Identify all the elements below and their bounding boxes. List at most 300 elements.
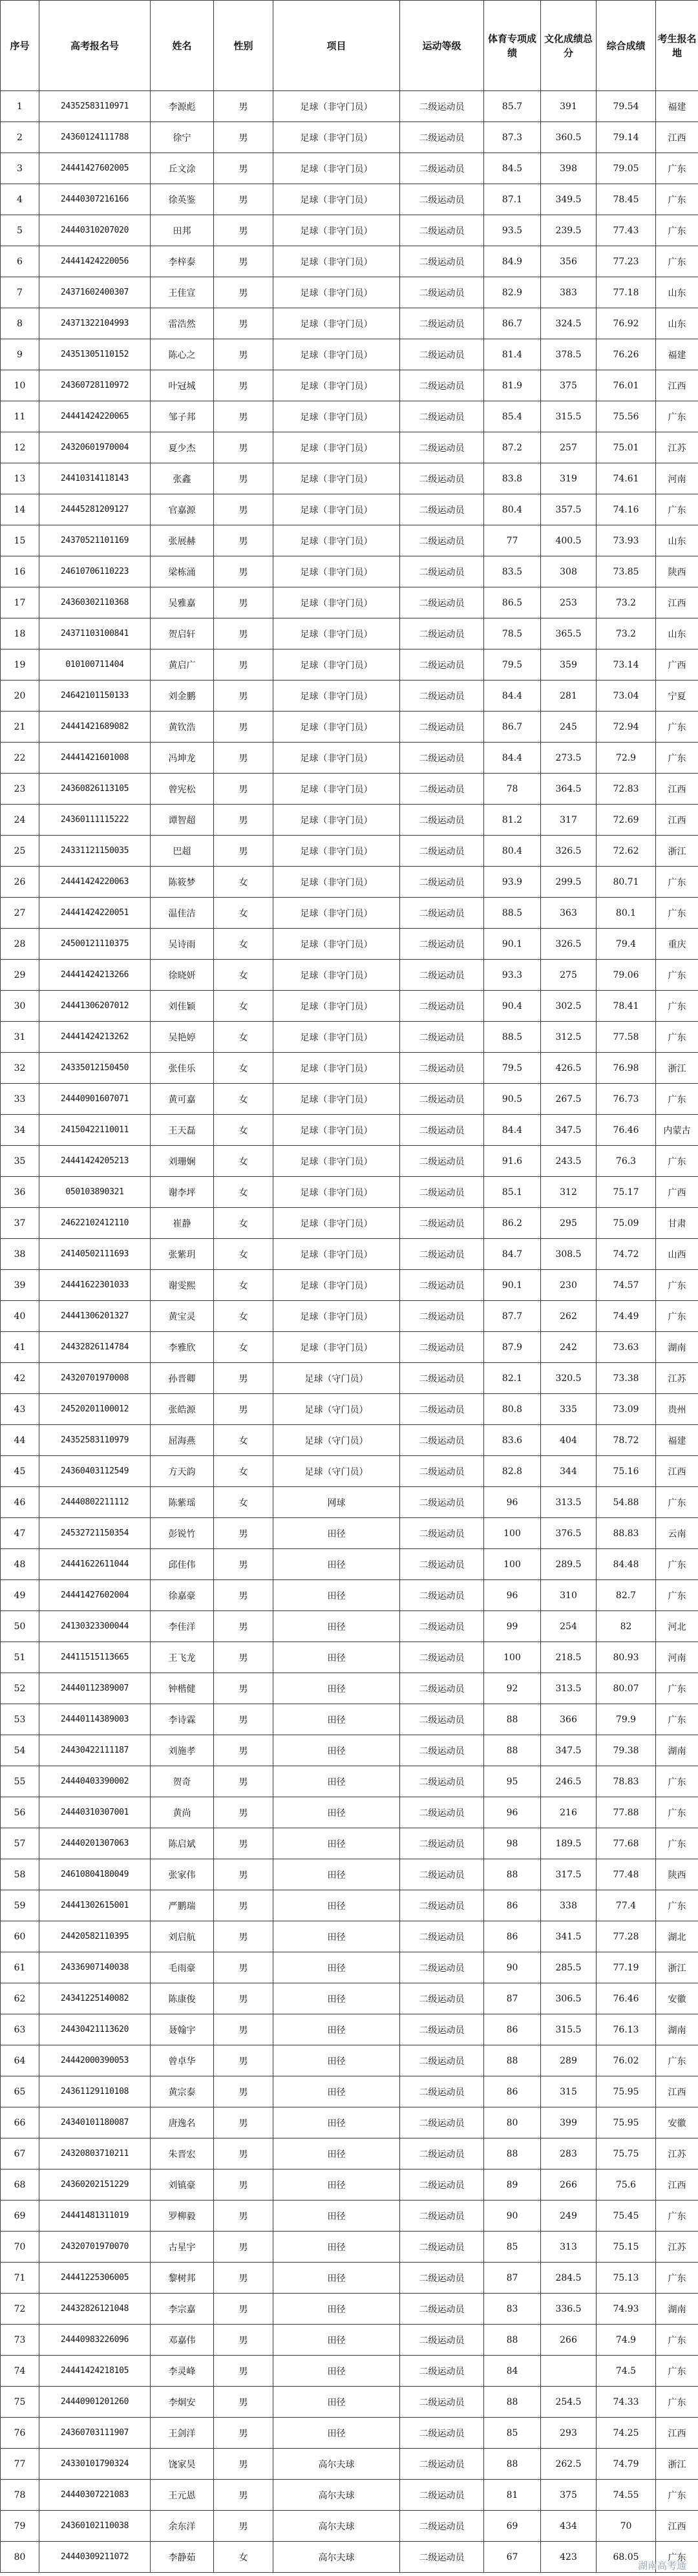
cell-exam-number: 24331121150035 xyxy=(39,836,151,867)
cell-athlete-level: 二级运动员 xyxy=(400,1456,484,1487)
cell-name: 陈紫瑶 xyxy=(151,1487,214,1518)
cell-sport-score: 84.7 xyxy=(484,1239,541,1270)
cell-sport: 田径 xyxy=(273,1797,400,1828)
table-row xyxy=(1,2387,698,2418)
cell-athlete-level: 二级运动员 xyxy=(400,2356,484,2387)
cell-name: 罗柳毅 xyxy=(151,2201,214,2232)
cell-serial: 7 xyxy=(1,277,39,308)
cell-name: 徐英鉴 xyxy=(151,184,214,215)
cell-serial: 46 xyxy=(1,1487,39,1518)
cell-name: 黄可嘉 xyxy=(151,1084,214,1115)
cell-athlete-level: 二级运动员 xyxy=(400,681,484,712)
cell-region: 内蒙古 xyxy=(656,1115,698,1146)
cell-sport-score: 88.5 xyxy=(484,1022,541,1053)
cell-sport-score: 98 xyxy=(484,1828,541,1859)
cell-sport-score: 77 xyxy=(484,525,541,556)
cell-gender: 男 xyxy=(214,370,273,401)
cell-name: 吴诗雨 xyxy=(151,929,214,960)
cell-athlete-level: 二级运动员 xyxy=(400,1053,484,1084)
cell-culture-score: 230 xyxy=(541,1270,597,1301)
cell-sport-score: 86 xyxy=(484,2076,541,2107)
watermark: 湖南高考通 xyxy=(637,2560,686,2571)
cell-athlete-level: 二级运动员 xyxy=(400,2232,484,2263)
cell-composite-score: 75.6 xyxy=(597,2170,656,2201)
cell-culture-score: 324.5 xyxy=(541,308,597,339)
cell-culture-score: 326.5 xyxy=(541,836,597,867)
cell-sport: 足球（非守门员） xyxy=(273,774,400,805)
cell-sport-score: 87 xyxy=(484,1983,541,2014)
cell-region: 江西 xyxy=(656,587,698,618)
cell-composite-score: 84.48 xyxy=(597,1549,656,1580)
cell-exam-number: 24441424205213 xyxy=(39,1146,151,1177)
cell-sport: 田径 xyxy=(273,1642,400,1673)
cell-serial: 28 xyxy=(1,929,39,960)
table-row xyxy=(1,401,698,432)
cell-exam-number: 24360826113105 xyxy=(39,774,151,805)
cell-serial: 60 xyxy=(1,1921,39,1952)
cell-composite-score: 80.93 xyxy=(597,1642,656,1673)
cell-athlete-level: 二级运动员 xyxy=(400,1208,484,1239)
cell-sport: 高尔夫球 xyxy=(273,2480,400,2511)
cell-culture-score: 375 xyxy=(541,2480,597,2511)
cell-exam-number: 24441302615001 xyxy=(39,1890,151,1921)
cell-name: 邓嘉伟 xyxy=(151,2325,214,2356)
cell-gender: 女 xyxy=(214,867,273,898)
cell-sport: 足球（非守门员） xyxy=(273,153,400,184)
cell-name: 李诗霖 xyxy=(151,1704,214,1735)
cell-composite-score: 75.56 xyxy=(597,401,656,432)
cell-culture-score: 313.5 xyxy=(541,1487,597,1518)
cell-gender: 男 xyxy=(214,2418,273,2449)
cell-culture-score: 399 xyxy=(541,2107,597,2138)
cell-athlete-level: 二级运动员 xyxy=(400,1332,484,1363)
cell-sport-score: 90 xyxy=(484,2201,541,2232)
cell-sport: 足球（守门员） xyxy=(273,1394,400,1425)
cell-sport: 足球（非守门员） xyxy=(273,1239,400,1270)
cell-exam-number: 24432826121048 xyxy=(39,2294,151,2325)
cell-culture-score: 249 xyxy=(541,2201,597,2232)
cell-name: 李宗嘉 xyxy=(151,2294,214,2325)
cell-sport: 网球 xyxy=(273,1487,400,1518)
cell-exam-number: 24371322104993 xyxy=(39,308,151,339)
cell-sport: 足球（守门员） xyxy=(273,1363,400,1394)
cell-exam-number: 24440901607071 xyxy=(39,1084,151,1115)
cell-region: 广东 xyxy=(656,1549,698,1580)
cell-culture-score: 189.5 xyxy=(541,1828,597,1859)
cell-name: 黄钦浩 xyxy=(151,712,214,743)
cell-serial: 35 xyxy=(1,1146,39,1177)
cell-serial: 29 xyxy=(1,960,39,991)
cell-composite-score: 76.98 xyxy=(597,1053,656,1084)
cell-name: 张紫玥 xyxy=(151,1239,214,1270)
cell-composite-score: 77.88 xyxy=(597,1797,656,1828)
cell-name: 朱晋宏 xyxy=(151,2138,214,2170)
cell-region: 湖北 xyxy=(656,1921,698,1952)
cell-sport-score: 89 xyxy=(484,2170,541,2201)
cell-serial: 16 xyxy=(1,556,39,587)
cell-sport-score: 80 xyxy=(484,2107,541,2138)
cell-athlete-level: 二级运动员 xyxy=(400,2480,484,2511)
table-row xyxy=(1,2325,698,2356)
cell-composite-score: 80.71 xyxy=(597,867,656,898)
cell-composite-score: 82.7 xyxy=(597,1580,656,1611)
cell-gender: 男 xyxy=(214,1518,273,1549)
cell-gender: 男 xyxy=(214,1735,273,1766)
cell-sport-score: 84 xyxy=(484,2356,541,2387)
cell-region: 浙江 xyxy=(656,1952,698,1983)
cell-name: 刘金鹏 xyxy=(151,681,214,712)
cell-athlete-level: 二级运动员 xyxy=(400,618,484,649)
cell-sport: 田径 xyxy=(273,1735,400,1766)
cell-composite-score: 73.63 xyxy=(597,1332,656,1363)
cell-exam-number: 24330101790324 xyxy=(39,2449,151,2480)
cell-culture-score: 357.5 xyxy=(541,494,597,525)
cell-name: 陈启斌 xyxy=(151,1828,214,1859)
cell-sport: 足球（非守门员） xyxy=(273,1022,400,1053)
cell-region: 河南 xyxy=(656,1642,698,1673)
cell-exam-number: 24360703111907 xyxy=(39,2418,151,2449)
cell-culture-score: 347.5 xyxy=(541,1115,597,1146)
cell-gender: 男 xyxy=(214,1642,273,1673)
table-row xyxy=(1,1890,698,1921)
header-athlete-level: 运动等级 xyxy=(400,1,484,91)
cell-serial: 62 xyxy=(1,1983,39,2014)
cell-name: 余东洋 xyxy=(151,2511,214,2542)
cell-sport: 田径 xyxy=(273,2418,400,2449)
cell-athlete-level: 二级运动员 xyxy=(400,1425,484,1456)
cell-athlete-level: 二级运动员 xyxy=(400,898,484,929)
cell-culture-score: 289.5 xyxy=(541,1549,597,1580)
cell-gender: 男 xyxy=(214,1549,273,1580)
cell-exam-number: 24441424220063 xyxy=(39,867,151,898)
cell-gender: 女 xyxy=(214,1270,273,1301)
cell-serial: 24 xyxy=(1,805,39,836)
cell-culture-score: 289 xyxy=(541,2045,597,2076)
cell-name: 张展赫 xyxy=(151,525,214,556)
cell-region: 广东 xyxy=(656,2480,698,2511)
cell-culture-score: 302.5 xyxy=(541,991,597,1022)
cell-culture-score: 306.5 xyxy=(541,1983,597,2014)
cell-exam-number: 24441421689082 xyxy=(39,712,151,743)
cell-sport-score: 88 xyxy=(484,2325,541,2356)
cell-gender: 男 xyxy=(214,1673,273,1704)
cell-region: 广东 xyxy=(656,1797,698,1828)
cell-sport: 高尔夫球 xyxy=(273,2511,400,2542)
cell-sport: 田径 xyxy=(273,2201,400,2232)
cell-sport-score: 87.1 xyxy=(484,184,541,215)
cell-culture-score: 253 xyxy=(541,587,597,618)
cell-region: 江西 xyxy=(656,1456,698,1487)
cell-sport: 足球（非守门员） xyxy=(273,867,400,898)
cell-athlete-level: 二级运动员 xyxy=(400,1115,484,1146)
cell-composite-score: 75.09 xyxy=(597,1208,656,1239)
cell-serial: 79 xyxy=(1,2511,39,2542)
cell-culture-score: 317.5 xyxy=(541,1859,597,1890)
table-row xyxy=(1,1735,698,1766)
cell-name: 贺启轩 xyxy=(151,618,214,649)
cell-culture-score: 308 xyxy=(541,556,597,587)
cell-composite-score: 73.09 xyxy=(597,1394,656,1425)
cell-serial: 31 xyxy=(1,1022,39,1053)
cell-culture-score: 344 xyxy=(541,1456,597,1487)
cell-name: 吴艳婷 xyxy=(151,1022,214,1053)
cell-name: 叶冠城 xyxy=(151,370,214,401)
cell-composite-score: 75.95 xyxy=(597,2107,656,2138)
cell-composite-score: 74.57 xyxy=(597,1270,656,1301)
cell-sport-score: 93.9 xyxy=(484,867,541,898)
cell-exam-number: 24420582110395 xyxy=(39,1921,151,1952)
cell-exam-number: 010100711404 xyxy=(39,649,151,681)
cell-region: 广东 xyxy=(656,1673,698,1704)
cell-exam-number: 24150422110011 xyxy=(39,1115,151,1146)
cell-sport: 田径 xyxy=(273,1549,400,1580)
cell-region: 广东 xyxy=(656,1146,698,1177)
table-row xyxy=(1,1952,698,1983)
cell-sport-score: 86.7 xyxy=(484,712,541,743)
cell-sport-score: 86 xyxy=(484,2014,541,2045)
cell-sport: 足球（守门员） xyxy=(273,1425,400,1456)
cell-composite-score: 73.38 xyxy=(597,1363,656,1394)
cell-gender: 男 xyxy=(214,2045,273,2076)
cell-name: 官嘉源 xyxy=(151,494,214,525)
cell-composite-score: 74.9 xyxy=(597,2325,656,2356)
cell-gender: 女 xyxy=(214,1084,273,1115)
cell-sport: 田径 xyxy=(273,1580,400,1611)
cell-region: 重庆 xyxy=(656,929,698,960)
table-row xyxy=(1,2480,698,2511)
cell-name: 刘佳颖 xyxy=(151,991,214,1022)
cell-region: 广东 xyxy=(656,2356,698,2387)
cell-serial: 22 xyxy=(1,743,39,774)
cell-culture-score: 293 xyxy=(541,2418,597,2449)
cell-exam-number: 24130323300044 xyxy=(39,1611,151,1642)
cell-composite-score: 77.48 xyxy=(597,1859,656,1890)
cell-exam-number: 24432826114784 xyxy=(39,1332,151,1363)
cell-athlete-level: 二级运动员 xyxy=(400,1239,484,1270)
cell-composite-score: 75.95 xyxy=(597,2076,656,2107)
cell-composite-score: 77.68 xyxy=(597,1828,656,1859)
cell-gender: 男 xyxy=(214,91,273,122)
cell-exam-number: 24440307216166 xyxy=(39,184,151,215)
cell-sport-score: 84.5 xyxy=(484,153,541,184)
cell-region: 山东 xyxy=(656,618,698,649)
cell-culture-score: 363 xyxy=(541,898,597,929)
cell-region: 湖南 xyxy=(656,1735,698,1766)
cell-culture-score: 295 xyxy=(541,1208,597,1239)
cell-culture-score: 375 xyxy=(541,370,597,401)
cell-serial: 45 xyxy=(1,1456,39,1487)
table-row xyxy=(1,867,698,898)
cell-exam-number: 24411515113665 xyxy=(39,1642,151,1673)
cell-exam-number: 24352583110971 xyxy=(39,91,151,122)
table-row xyxy=(1,1239,698,1270)
cell-sport: 足球（非守门员） xyxy=(273,494,400,525)
cell-region: 山西 xyxy=(656,1239,698,1270)
cell-sport-score: 90.1 xyxy=(484,1270,541,1301)
cell-exam-number: 24352583110979 xyxy=(39,1425,151,1456)
cell-gender: 男 xyxy=(214,2387,273,2418)
cell-sport: 足球（非守门员） xyxy=(273,91,400,122)
cell-name: 李静茹 xyxy=(151,2542,214,2573)
cell-gender: 女 xyxy=(214,1146,273,1177)
table-row xyxy=(1,2107,698,2138)
cell-gender: 女 xyxy=(214,1487,273,1518)
cell-gender: 男 xyxy=(214,774,273,805)
cell-athlete-level: 二级运动员 xyxy=(400,805,484,836)
table-row xyxy=(1,1797,698,1828)
cell-serial: 80 xyxy=(1,2542,39,2573)
cell-serial: 6 xyxy=(1,246,39,277)
cell-region: 浙江 xyxy=(656,836,698,867)
cell-culture-score: 383 xyxy=(541,277,597,308)
cell-composite-score: 74.79 xyxy=(597,2449,656,2480)
cell-sport-score: 81.4 xyxy=(484,339,541,370)
cell-composite-score: 79.9 xyxy=(597,1704,656,1735)
cell-exam-number: 24520201100012 xyxy=(39,1394,151,1425)
cell-serial: 21 xyxy=(1,712,39,743)
cell-serial: 34 xyxy=(1,1115,39,1146)
cell-serial: 67 xyxy=(1,2138,39,2170)
cell-sport-score: 96 xyxy=(484,1580,541,1611)
cell-serial: 49 xyxy=(1,1580,39,1611)
table-row xyxy=(1,1859,698,1890)
cell-sport-score: 100 xyxy=(484,1549,541,1580)
cell-serial: 11 xyxy=(1,401,39,432)
cell-sport-score: 86.2 xyxy=(484,1208,541,1239)
cell-gender: 男 xyxy=(214,2107,273,2138)
cell-culture-score: 285.5 xyxy=(541,1952,597,1983)
cell-serial: 75 xyxy=(1,2387,39,2418)
cell-composite-score: 72.9 xyxy=(597,743,656,774)
cell-serial: 70 xyxy=(1,2232,39,2263)
cell-serial: 61 xyxy=(1,1952,39,1983)
cell-athlete-level: 二级运动员 xyxy=(400,960,484,991)
cell-serial: 9 xyxy=(1,339,39,370)
cell-exam-number: 24441481311019 xyxy=(39,2201,151,2232)
cell-culture-score: 400.5 xyxy=(541,525,597,556)
cell-gender: 男 xyxy=(214,122,273,153)
cell-serial: 25 xyxy=(1,836,39,867)
cell-gender: 女 xyxy=(214,991,273,1022)
cell-composite-score: 75.45 xyxy=(597,2201,656,2232)
cell-athlete-level: 二级运动员 xyxy=(400,1518,484,1549)
cell-composite-score: 82 xyxy=(597,1611,656,1642)
table-row xyxy=(1,1673,698,1704)
table-row xyxy=(1,2511,698,2542)
cell-culture-score: 262 xyxy=(541,1301,597,1332)
table-row xyxy=(1,91,698,122)
cell-exam-number: 24320803710211 xyxy=(39,2138,151,2170)
cell-sport-score: 83.6 xyxy=(484,1425,541,1456)
cell-composite-score: 74.33 xyxy=(597,2387,656,2418)
cell-sport-score: 85 xyxy=(484,2232,541,2263)
cell-athlete-level: 二级运动员 xyxy=(400,649,484,681)
cell-exam-number: 24441306207012 xyxy=(39,991,151,1022)
cell-athlete-level: 二级运动员 xyxy=(400,1580,484,1611)
cell-region: 安徽 xyxy=(656,2107,698,2138)
cell-exam-number: 24320701970070 xyxy=(39,2232,151,2263)
cell-culture-score: 360.5 xyxy=(541,122,597,153)
table-row xyxy=(1,525,698,556)
cell-sport-score: 85.7 xyxy=(484,91,541,122)
cell-name: 王飞龙 xyxy=(151,1642,214,1673)
cell-serial: 55 xyxy=(1,1766,39,1797)
cell-region: 江西 xyxy=(656,805,698,836)
table-row xyxy=(1,898,698,929)
cell-serial: 30 xyxy=(1,991,39,1022)
cell-serial: 1 xyxy=(1,91,39,122)
cell-region: 广东 xyxy=(656,2387,698,2418)
cell-culture-score: 218.5 xyxy=(541,1642,597,1673)
cell-serial: 58 xyxy=(1,1859,39,1890)
cell-name: 孙晋卿 xyxy=(151,1363,214,1394)
cell-sport-score: 90.4 xyxy=(484,991,541,1022)
cell-composite-score: 76.73 xyxy=(597,1084,656,1115)
cell-serial: 74 xyxy=(1,2356,39,2387)
cell-name: 贺奇 xyxy=(151,1766,214,1797)
cell-sport: 田径 xyxy=(273,2107,400,2138)
cell-gender: 女 xyxy=(214,898,273,929)
table-row xyxy=(1,712,698,743)
cell-exam-number: 24440802211112 xyxy=(39,1487,151,1518)
cell-sport: 足球（非守门员） xyxy=(273,991,400,1022)
table-row xyxy=(1,2294,698,2325)
cell-name: 陈心之 xyxy=(151,339,214,370)
cell-exam-number: 24622102412110 xyxy=(39,1208,151,1239)
table-row xyxy=(1,618,698,649)
cell-sport: 足球（非守门员） xyxy=(273,370,400,401)
cell-exam-number: 24440201307063 xyxy=(39,1828,151,1859)
cell-serial: 68 xyxy=(1,2170,39,2201)
cell-culture-score: 326.5 xyxy=(541,929,597,960)
cell-sport-score: 88 xyxy=(484,1859,541,1890)
cell-sport: 足球（非守门员） xyxy=(273,339,400,370)
cell-composite-score: 80.07 xyxy=(597,1673,656,1704)
cell-sport: 田径 xyxy=(273,1859,400,1890)
cell-gender: 男 xyxy=(214,2294,273,2325)
cell-name: 钟楷健 xyxy=(151,1673,214,1704)
header-row xyxy=(1,1,698,91)
cell-athlete-level: 二级运动员 xyxy=(400,2542,484,2573)
cell-sport: 足球（非守门员） xyxy=(273,1332,400,1363)
cell-serial: 44 xyxy=(1,1425,39,1456)
cell-gender: 女 xyxy=(214,1239,273,1270)
cell-name: 古星宇 xyxy=(151,2232,214,2263)
header-serial: 序号 xyxy=(1,1,39,91)
cell-sport: 田径 xyxy=(273,2170,400,2201)
cell-culture-score: 391 xyxy=(541,91,597,122)
cell-exam-number: 24320701970008 xyxy=(39,1363,151,1394)
cell-athlete-level: 二级运动员 xyxy=(400,184,484,215)
cell-region: 江苏 xyxy=(656,2138,698,2170)
cell-sport-score: 88.5 xyxy=(484,898,541,929)
cell-gender: 男 xyxy=(214,2449,273,2480)
cell-composite-score: 79.54 xyxy=(597,91,656,122)
cell-exam-number: 24440983226096 xyxy=(39,2325,151,2356)
cell-serial: 20 xyxy=(1,681,39,712)
cell-serial: 48 xyxy=(1,1549,39,1580)
cell-gender: 男 xyxy=(214,556,273,587)
cell-region: 广西 xyxy=(656,649,698,681)
cell-name: 刘施孝 xyxy=(151,1735,214,1766)
cell-gender: 男 xyxy=(214,1704,273,1735)
cell-region: 江西 xyxy=(656,774,698,805)
cell-serial: 76 xyxy=(1,2418,39,2449)
cell-culture-score: 254 xyxy=(541,1611,597,1642)
cell-sport-score: 83.8 xyxy=(484,463,541,494)
header-region: 考生报名地 xyxy=(656,1,698,91)
cell-sport-score: 84.9 xyxy=(484,246,541,277)
